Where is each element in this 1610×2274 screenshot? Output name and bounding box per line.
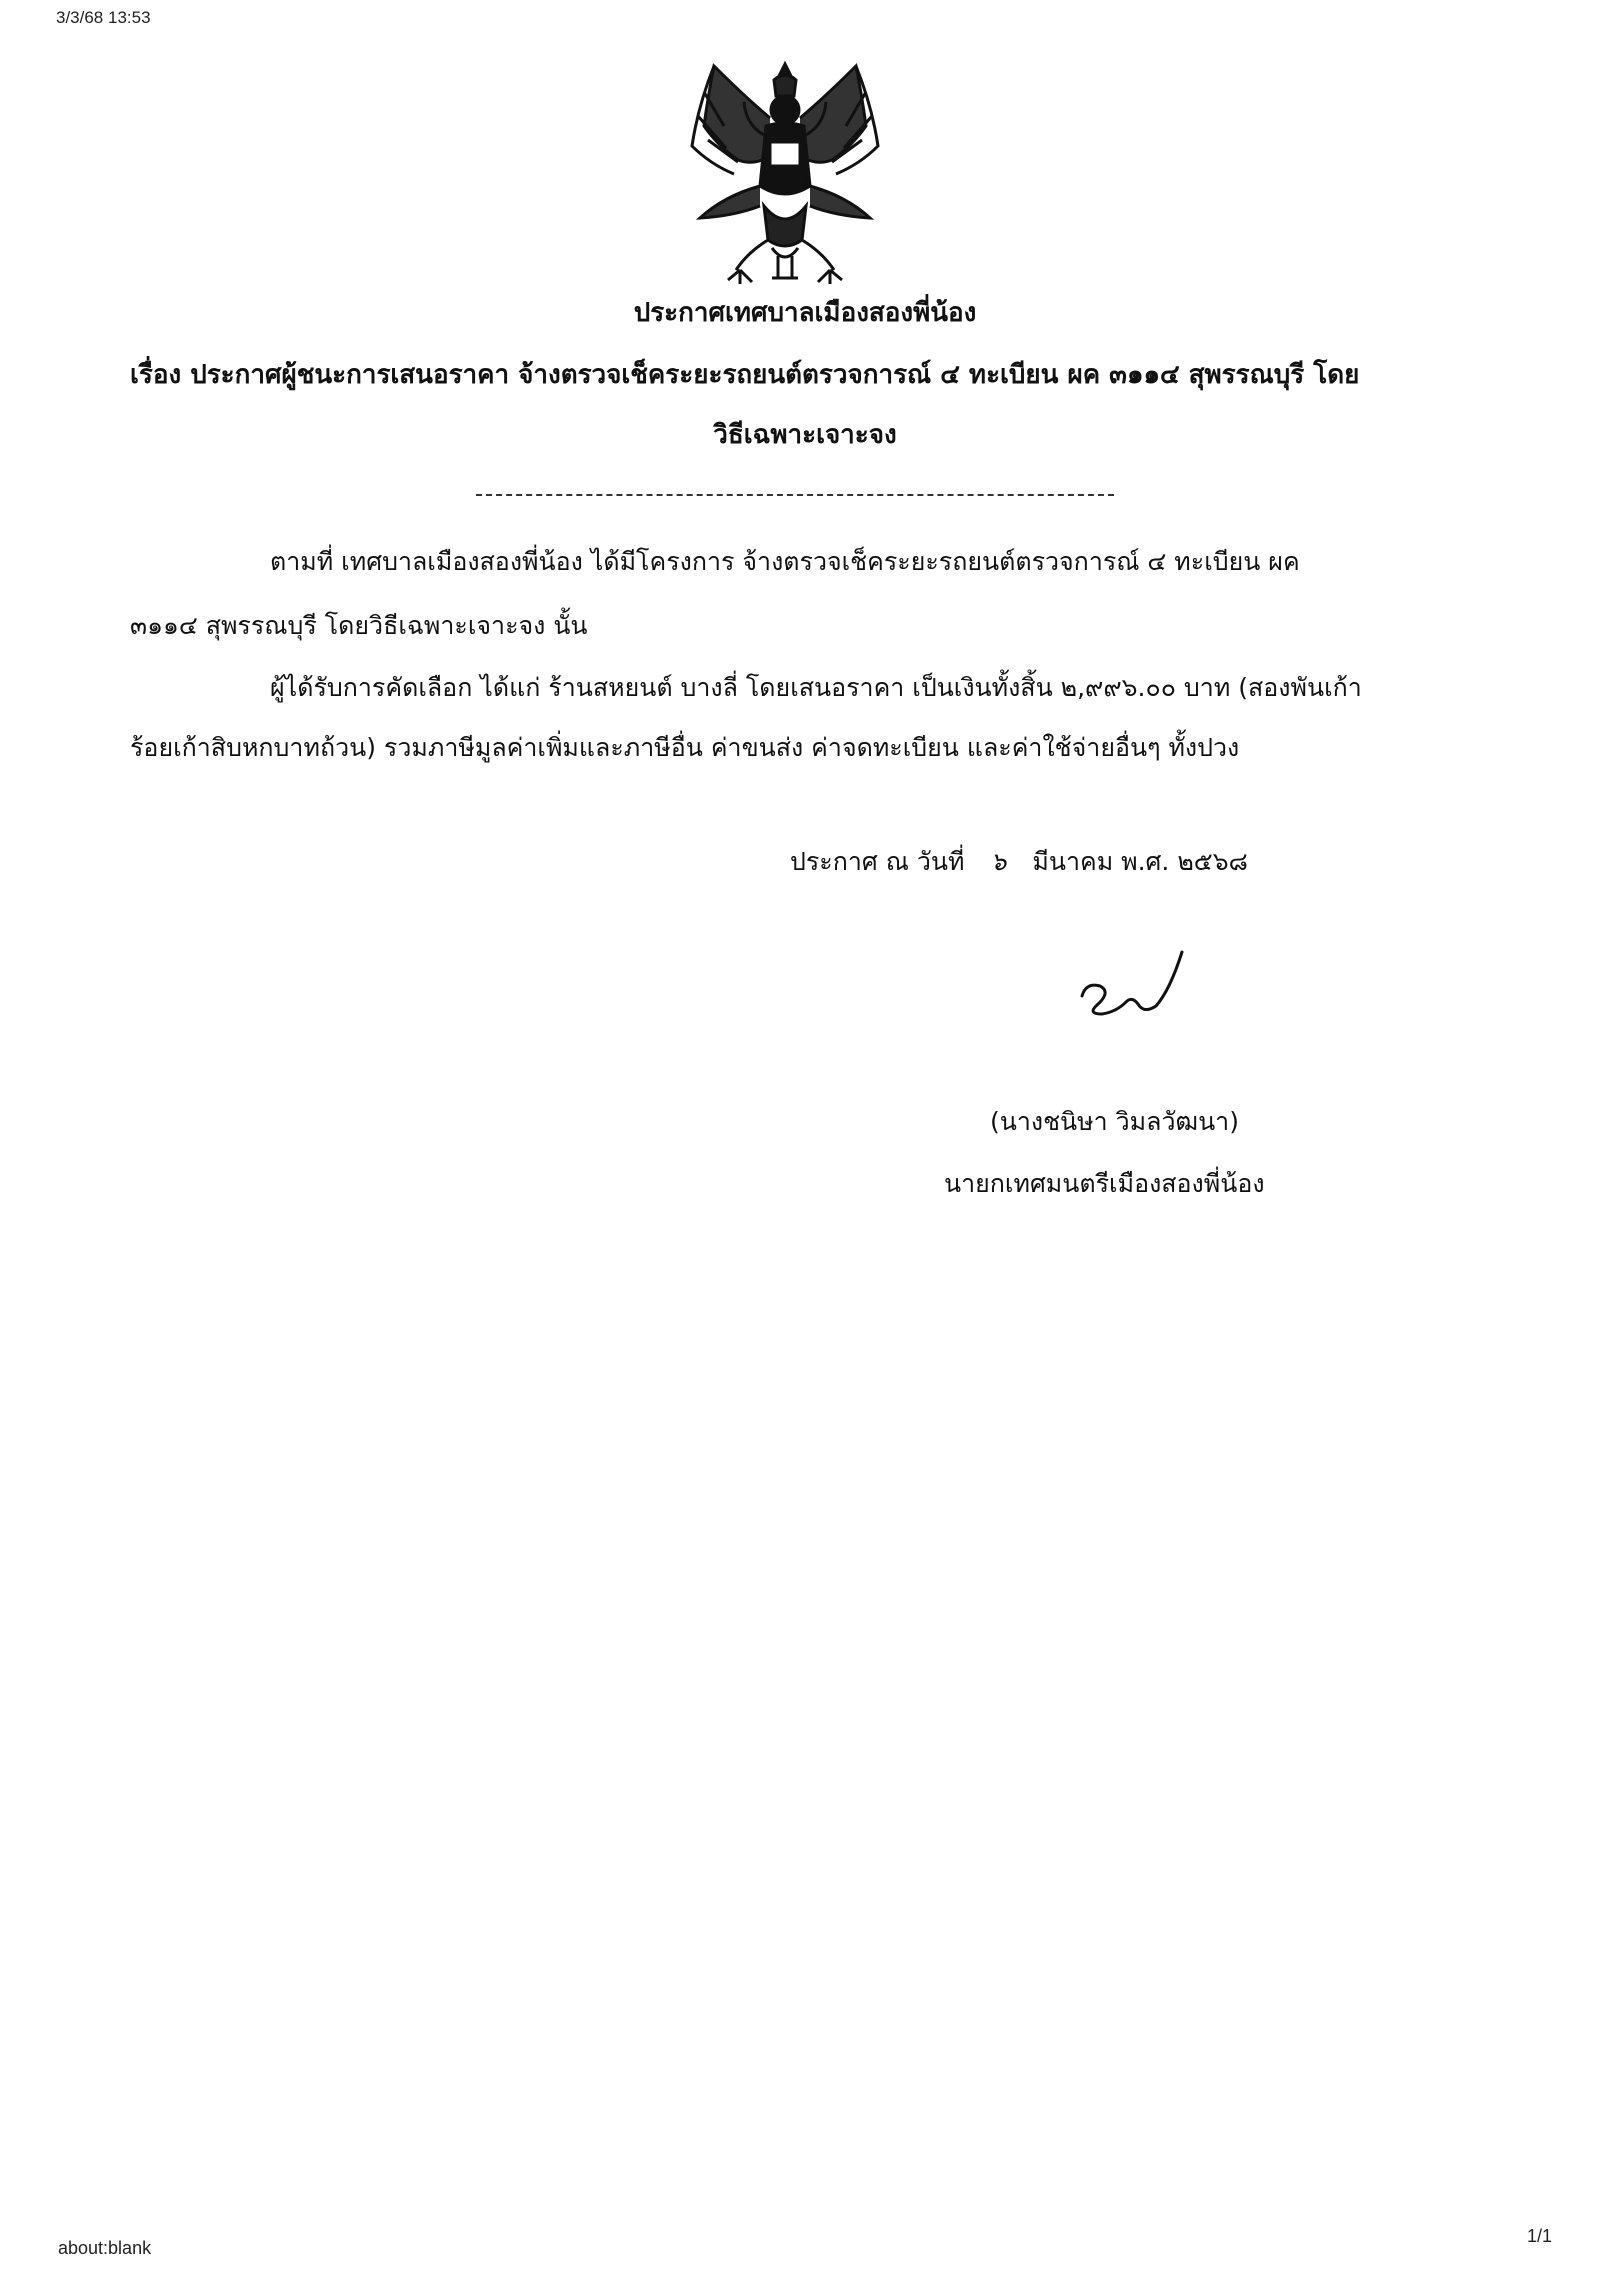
print-page-number: 1/1 — [1526, 2226, 1552, 2246]
paragraph-2-line-2: ร้อยเก้าสิบหกบาทถ้วน) รวมภาษีมูลค่าเพิ่มและภาษีอื่น ค่าขนส่ง ค่าจดทะเบียน และค่าใช้จ่ายอื่นๆ ทั้งปวง — [130, 733, 1240, 762]
paragraph-2-line-1: ผู้ได้รับการคัดเลือก ได้แก่ ร้านสหยนต์ บางลี่ โดยเสนอราคา เป็นเงินทั้งสิ้น ๒,๙๙๖.๐๐ บาท (สองพันเก้า — [270, 673, 1362, 702]
signer-name: (นางชนิษา วิมลวัฒนา) — [990, 1107, 1239, 1136]
signer-position: นายกเทศมนตรีเมืองสองพี่น้อง — [944, 1169, 1265, 1198]
print-url: about:blank — [58, 2238, 152, 2258]
announcement-date — [790, 842, 1248, 882]
paragraph-1-line-2: ๓๑๑๔ สุพรรณบุรี โดยวิธีเฉพาะเจาะจง นั้น — [130, 611, 588, 640]
signature-icon — [1066, 934, 1216, 1034]
document-title: ประกาศเทศบาลเมืองสองพี่น้อง — [633, 298, 977, 328]
garuda-emblem-icon — [674, 56, 896, 288]
announce-prefix: ประกาศ ณ วันที่ — [790, 847, 965, 876]
divider — [476, 494, 1114, 496]
announce-suffix: มีนาคม พ.ศ. ๒๕๖๘ — [1032, 847, 1248, 876]
subject-line-2: วิธีเฉพาะเจาะจง — [713, 420, 897, 450]
print-datetime: 3/3/68 13:53 — [56, 8, 151, 27]
announce-day: ๖ — [990, 847, 1007, 876]
subject-line-1: เรื่อง ประกาศผู้ชนะการเสนอราคา จ้างตรวจเช็คระยะรถยนต์ตรวจการณ์ ๔ ทะเบียน ผค ๓๑๑๔ สุพรรณบุรี โดย — [130, 360, 1360, 390]
paragraph-1-line-1: ตามที่ เทศบาลเมืองสองพี่น้อง ได้มีโครงการ จ้างตรวจเช็คระยะรถยนต์ตรวจการณ์ ๔ ทะเบียน ผค — [270, 547, 1300, 576]
